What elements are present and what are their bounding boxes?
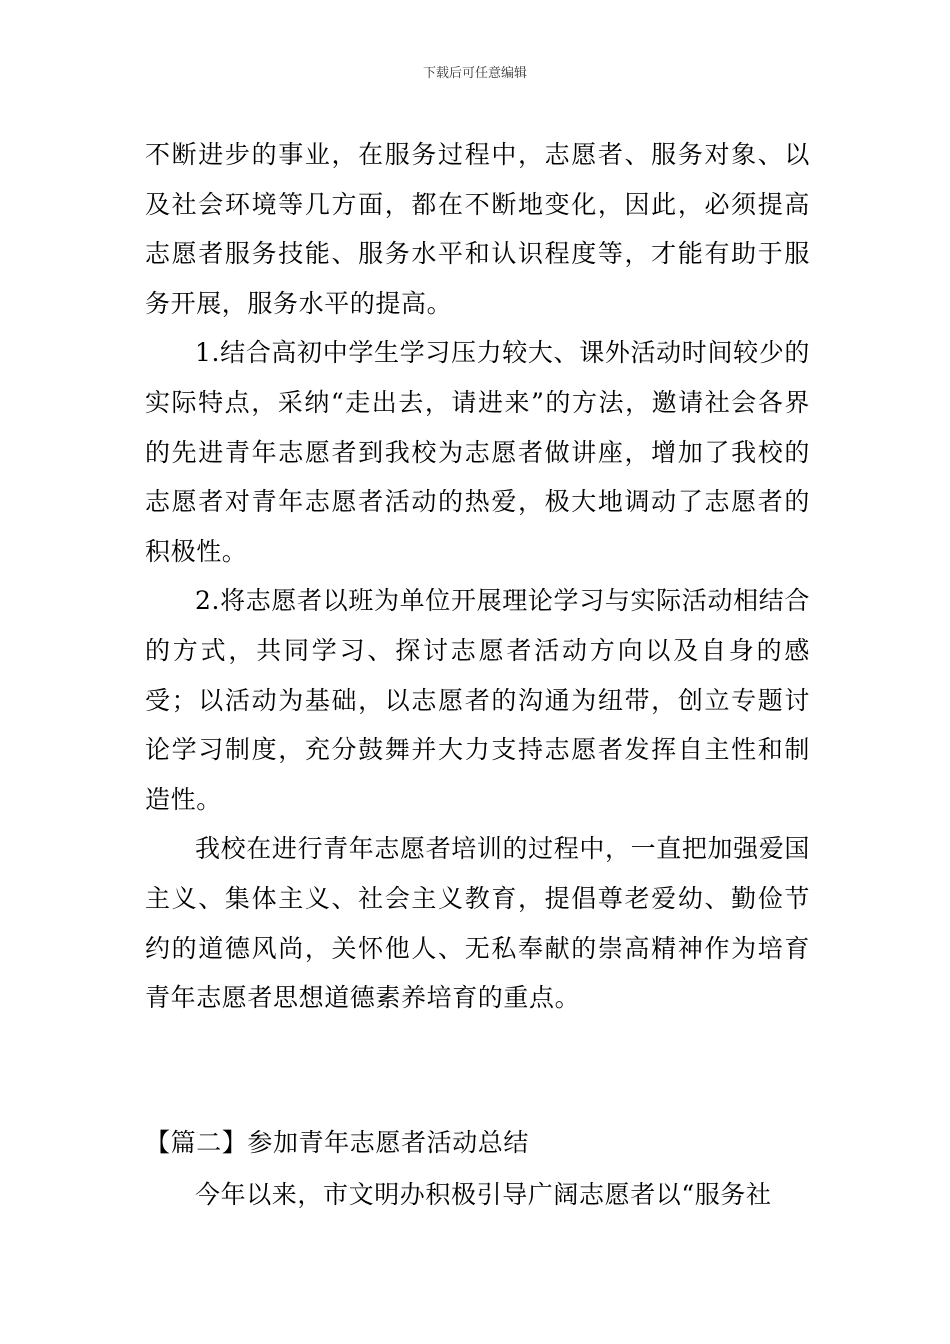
- paragraph-3: 2.将志愿者以班为单位开展理论学习与实际活动相结合的方式，共同学习、探讨志愿者活动方向以及自身的感受；以活动为基础，以志愿者的沟通为纽带，创立专题讨论学习制度，充分鼓舞并大力支持志愿者发挥自主性和制造性。: [145, 586, 810, 814]
- body-text: [145, 130, 810, 1023]
- page-header: 下载后可任意编辑: [422, 66, 527, 81]
- paragraph-4: 我校在进行青年志愿者培训的过程中，一直把加强爱国主义、集体主义、社会主义教育，提倡尊老爱幼、勤俭节约的道德风尚，关怀他人、无私奉献的崇高精神作为培育青年志愿者思想道德素养培育的重点。: [145, 834, 810, 1013]
- section-first-line: 今年以来，市文明办积极引导广阔志愿者以“服务社: [195, 1180, 772, 1209]
- paragraph-2: 1.结合高初中学生学习压力较大、课外活动时间较少的实际特点，采纳“走出去，请进来”的方法，邀请社会各界的先进青年志愿者到我校为志愿者做讲座，增加了我校的志愿者对青年志愿者活动的热爱，极大地调动了志愿者的积极性。: [145, 338, 810, 566]
- section-heading: 【篇二】参加青年志愿者活动总结: [145, 1128, 530, 1157]
- section-body: [145, 1170, 810, 1220]
- paragraph-1: 不断进步的事业，在服务过程中，志愿者、服务对象、以及社会环境等几方面，都在不断地变化，因此，必须提高志愿者服务技能、服务水平和认识程度等，才能有助于服务开展，服务水平的提高。: [145, 140, 810, 318]
